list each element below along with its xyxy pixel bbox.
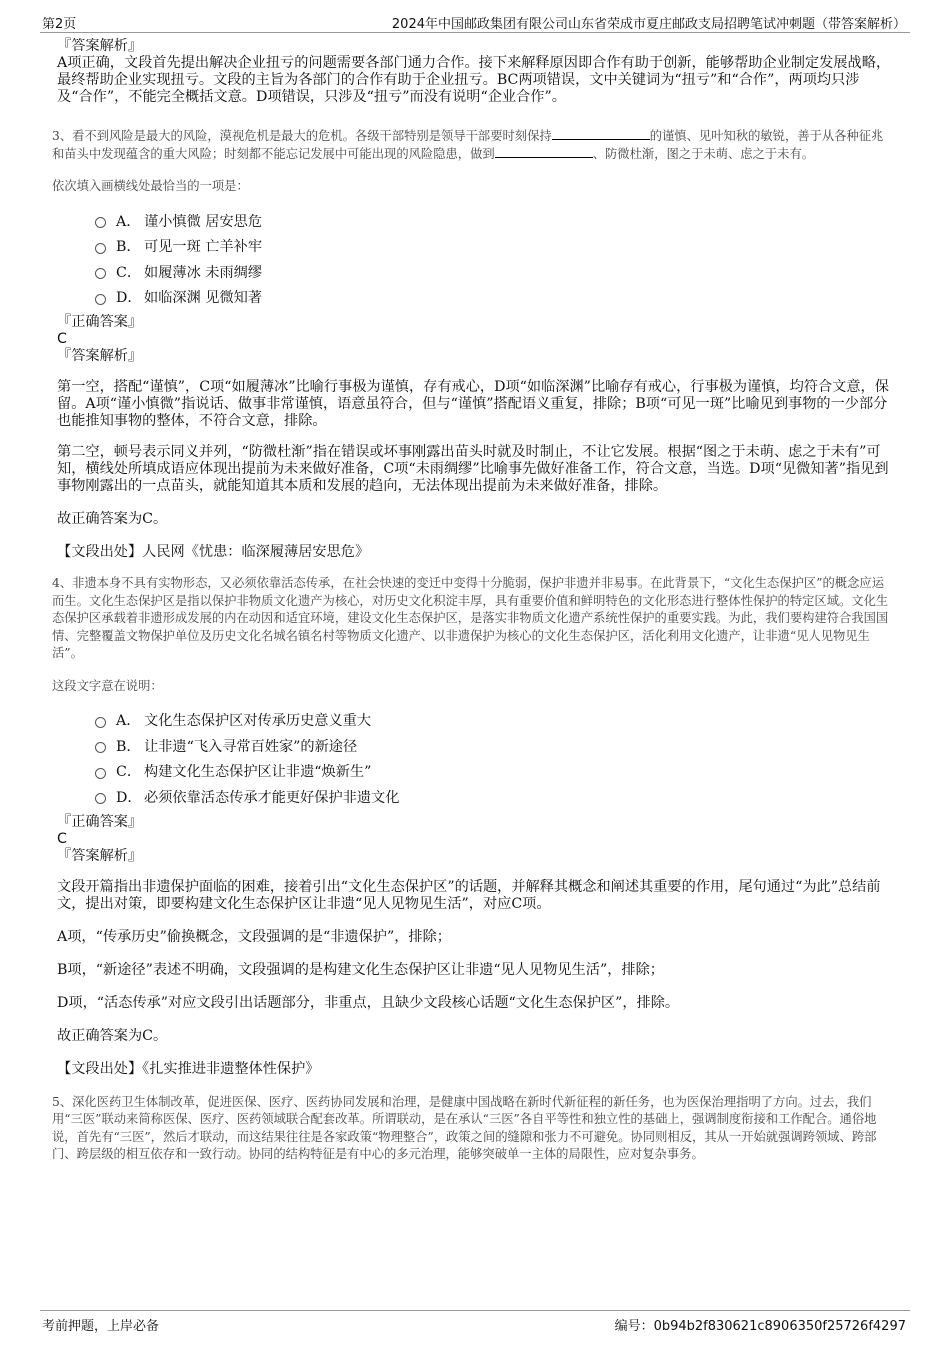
q4-analysis-label: 『答案解析』 [57,847,143,864]
radio-icon[interactable] [95,793,106,804]
q4-prompt: 这段文字意在说明： [52,678,163,693]
q3-answer: C [57,331,67,347]
q4-analysis-p4: D项，“活态传承”对应文段引出话题部分，非重点，且缺少文段核心话题“文化生态保护区”，排除。 [57,994,680,1011]
q4-analysis-p3: B项，“新途径”表述不明确，文段强调的是构建文化生态保护区让非遗“见人见物见生活”，排除； [57,961,664,978]
q3-option-b[interactable]: B． 可见一斑 亡羊补牢 [95,234,894,260]
radio-icon[interactable] [95,294,106,305]
q3-analysis-p1: 第一空，搭配“谨慎”，C项“如履薄冰”比喻行事极为谨慎，存有戒心，D项“如临深渊”比喻存有戒心，行事极为谨慎，均符合文意，保留。A项“谨小慎微”指说话、做事非常谨慎，语意虽符合，但与“谨慎”搭配语义重复，排除；B项“可见一斑”比喻见到事物的一少部分也能推知事物的整体，不符合文意，排除。 [57,379,889,429]
q3-answer-label: 『正确答案』 [57,314,143,330]
q3-blank-2 [495,147,593,158]
q3-option-d[interactable]: D． 如临深渊 见微知著 [95,285,894,311]
q4-option-d[interactable]: D． 必须依靠活态传承才能更好保护非遗文化 [95,784,894,810]
radio-icon[interactable] [95,742,106,753]
radio-icon[interactable] [95,268,106,279]
q4-options [95,708,894,810]
q3-question: 3、看不到风险是最大的风险，漠视危机是最大的危机。各级干部特别是领导干部要时刻保持 的谨慎、见叶知秋的敏锐，善于从各种征兆和苗头中发现蕴含的重大风险；时刻都不能忘记发展中可能出现的风险隐患，做到 、防微杜渐，图之于未萌、虑之于未有。 [52,129,884,161]
page-footer [40,1310,910,1335]
q4-answer-label: 『正确答案』 [57,813,143,830]
q3-prompt: 依次填入画横线处最恰当的一项是： [52,179,249,193]
q4-source: 【文段出处】《扎实推进非遗整体性保护》 [57,1060,320,1077]
document-content [52,38,894,1164]
page-header [40,10,910,33]
document-id: 编号：0b94b2f830621c8906350f25726f4297 [614,1319,906,1334]
q4-question: 4、非遗本身不具有实物形态，又必须依靠活态传承，在社会快速的变迁中变得十分脆弱，保护非遗并非易事。在此背景下，“文化生态保护区”的概念应运而生。文化生态保护区是指以保护非物质文化遗产为核心，对历史文化积淀丰厚，具有重要价值和鲜明特色的文化形态进行整体性保护的特定区域。文化生态保护区承载着非遗形成发展的内在动因和适宜环境，建设文化生态保护区，是落实非物质文化遗产系统性保护的重要实践。为此，我们要构建符合我国国情、完整覆盖文物保护单位及历史文化名城名镇名村等物质文化遗产、以非遗保护为核心的文化生态保护区，活化利用文化遗产，让非遗“见人见物见生活”。 [52,576,889,660]
q4-option-c[interactable]: C． 构建文化生态保护区让非遗“焕新生” [95,759,894,785]
q5-question: 5、深化医药卫生体制改革，促进医保、医疗、医药协同发展和治理，是健康中国战略在新时代新征程的新任务，也为医保治理指明了方向。过去，我们用“三医”联动来简称医保、医疗、医药领域联合配套改革。所谓联动，是在承认“三医”各自平等性和独立性的基础上，强调制度衔接和工作配合。通俗地说，首先有“三医”，然后才联动，而这结果往往是各家政策“物理整合”，政策之间的缝隙和张力不可避免。协同则相反，其从一开始就强调跨领域、跨部门、跨层级的相互依存和一致行动。协同的结构特征是有中心的多元治理，能够突破单一主体的局限性，应对复杂事务。 [52,1094,877,1161]
q4-option-b[interactable]: B． 让非遗“飞入寻常百姓家”的新途径 [95,733,894,759]
q4-conclusion: 故正确答案为C。 [57,1027,168,1044]
radio-icon[interactable] [95,717,106,728]
q4-analysis-p1: 文段开篇指出非遗保护面临的困难，接着引出“文化生态保护区”的话题，并解释其概念和阐述其重要的作用，尾句通过“为此”总结前文，提出对策，即要构建文化生态保护区让非遗“见人见物见生活”，对应C项。 [57,878,881,912]
q4-option-a[interactable]: A． 文化生态保护区对传承历史意义重大 [95,708,894,734]
document-title: 2024年中国邮政集团有限公司山东省荣成市夏庄邮政支局招聘笔试冲刺题（带答案解析） [391,17,906,32]
footer-slogan: 考前押题，上岸必备 [42,1319,160,1334]
q3-option-a[interactable]: A． 谨小慎微 居安思危 [95,208,894,234]
q4-answer: C [57,830,67,847]
q2-analysis-text: A项正确，文段首先提出解决企业扭亏的问题需要各部门通力合作。接下来解释原因即合作有助于创新，能够帮助企业制定发展战略，最终帮助企业实现扭亏。文段的主旨为各部门的合作有助于企业扭亏。BC两项错误，文中关键词为“扭亏”和“合作”，两项均只涉及“合作”，不能完全概括文意。D项错误，只涉及“扭亏”而没有说明“企业合作”。 [57,55,891,105]
q3-source: 【文段出处】人民网《忧患：临深履薄居安思危》 [57,544,370,560]
q3-analysis-p2: 第二空，顿号表示同义并列，“防微杜渐”指在错误或坏事刚露出苗头时就及时制止，不让它发展。根据“图之于未萌、虑之于未有”可知，横线处所填成语应体现出提前为未来做好准备，C项“未雨绸缪”比喻事先做好准备工作，符合文意，当选。D项“见微知著”指见到事物刚露出的一点苗头，就能知道其本质和发展的趋向，无法体现出提前为未来做好准备，排除。 [57,444,889,494]
q3-options [95,208,894,310]
q3-blank-1 [552,129,650,140]
q2-analysis-label: 『答案解析』 [57,38,143,54]
q3-option-c[interactable]: C． 如履薄冰 未雨绸缪 [95,259,894,285]
radio-icon[interactable] [95,243,106,254]
radio-icon[interactable] [95,217,106,228]
q3-conclusion: 故正确答案为C。 [57,511,168,527]
q4-analysis-p2: A项，“传承历史”偷换概念，文段强调的是“非遗保护”，排除； [57,928,451,945]
q3-analysis-label: 『答案解析』 [57,348,143,364]
radio-icon[interactable] [95,768,106,779]
page-number: 第2页 [42,17,77,32]
